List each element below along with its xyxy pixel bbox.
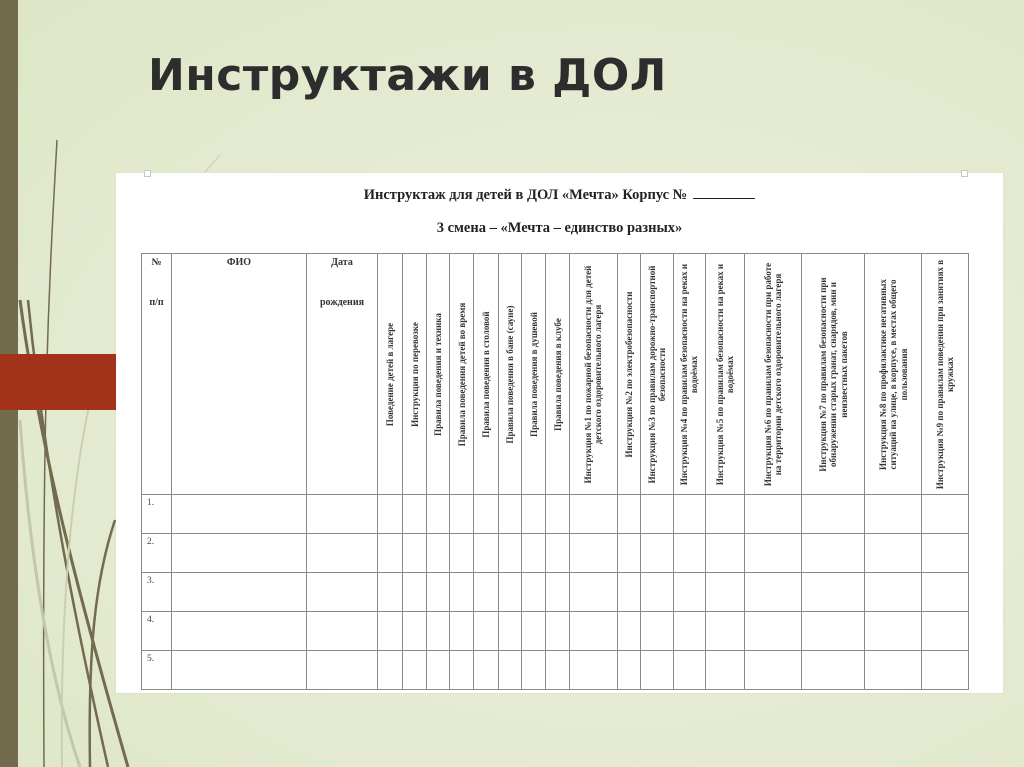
table-cell[interactable] (522, 573, 546, 612)
column-header-label: Инструкция №2 по электробезопасности (624, 291, 634, 458)
column-header-label: Правила поведения в столовой (481, 311, 491, 438)
table-cell[interactable] (745, 495, 802, 534)
column-header-label: Инструкция №6 по правилам безопасности при работе на территории детского оздоровительного лагеря (762, 262, 783, 487)
column-header-label: Инструкция №5 по правилам безопасности на реках и водоёмах (714, 263, 735, 486)
column-header (706, 254, 745, 495)
column-header (674, 254, 706, 495)
table-cell[interactable] (865, 534, 922, 573)
corpus-blank-line (693, 186, 755, 199)
column-header-label: Инструкция №3 по правилам дорожно-транспортной безопасности (646, 265, 667, 484)
table-cell[interactable] (427, 534, 450, 573)
table-cell[interactable] (674, 573, 706, 612)
table-cell[interactable] (802, 612, 865, 651)
column-header (641, 254, 674, 495)
column-header-label: Дата (331, 257, 353, 268)
slide-title: Инструктажи в ДОЛ (148, 50, 667, 101)
table-cell[interactable] (802, 651, 865, 690)
column-header-label: Правила поведения в душевой (528, 312, 539, 437)
table-cell[interactable] (641, 573, 674, 612)
table-cell[interactable] (674, 495, 706, 534)
column-header (618, 254, 641, 495)
column-header-label: Правила поведения в клубе (552, 318, 563, 431)
column-header (865, 254, 922, 495)
column-header-label: Инструкция по перевозке (409, 322, 420, 427)
column-header (546, 254, 570, 495)
column-header-label: Правила поведения в бане (сауне) (505, 305, 515, 444)
column-header (522, 254, 546, 495)
column-header (570, 254, 618, 495)
resize-handle[interactable] (961, 170, 968, 177)
table-cell[interactable] (618, 612, 641, 651)
table-cell[interactable] (378, 495, 403, 534)
column-header (307, 254, 378, 495)
table-cell[interactable] (499, 495, 522, 534)
table-cell[interactable] (745, 612, 802, 651)
column-header-label: Правила поведения детей во время (456, 302, 467, 447)
table-row (142, 534, 969, 573)
table-cell[interactable] (522, 612, 546, 651)
table-cell[interactable] (745, 651, 802, 690)
row-number: 4. (142, 612, 172, 651)
document-image (116, 173, 1003, 693)
table-cell[interactable] (618, 495, 641, 534)
table-cell[interactable] (865, 495, 922, 534)
column-header-label: Инструкция №9 по правилам поведения при занятиях в кружках (934, 259, 955, 490)
table-cell[interactable] (546, 534, 570, 573)
table-cell[interactable] (427, 612, 450, 651)
table-cell[interactable] (641, 612, 674, 651)
column-header (403, 254, 427, 495)
column-header (922, 254, 969, 495)
table-cell[interactable] (802, 495, 865, 534)
table-cell[interactable] (706, 495, 745, 534)
column-header (745, 254, 802, 495)
table-cell[interactable] (618, 651, 641, 690)
table-row (142, 573, 969, 612)
column-header-label: Инструкция №8 по профилактике негативных ситуаций на улице, в корпусе, в местах общего пользования (877, 279, 909, 470)
column-header (474, 254, 499, 495)
column-header (499, 254, 522, 495)
table-cell[interactable] (674, 612, 706, 651)
column-header (450, 254, 474, 495)
table-cell[interactable] (403, 573, 427, 612)
table-cell[interactable] (307, 612, 378, 651)
table-cell[interactable] (403, 612, 427, 651)
row-number: 5. (142, 651, 172, 690)
table-cell[interactable] (570, 573, 618, 612)
table-cell[interactable] (378, 612, 403, 651)
table-cell[interactable] (499, 651, 522, 690)
table-cell[interactable] (522, 534, 546, 573)
table-cell[interactable] (641, 495, 674, 534)
table-cell[interactable] (570, 612, 618, 651)
table-cell[interactable] (450, 612, 474, 651)
table-cell[interactable] (474, 573, 499, 612)
table-cell[interactable] (474, 612, 499, 651)
table-cell[interactable] (307, 573, 378, 612)
table-cell[interactable] (922, 495, 969, 534)
table-cell[interactable] (546, 495, 570, 534)
row-number: 3. (142, 573, 172, 612)
column-header-label-line2: рождения (320, 296, 364, 308)
table-cell[interactable] (570, 534, 618, 573)
table-cell[interactable] (450, 534, 474, 573)
table-cell[interactable] (546, 651, 570, 690)
column-header-label-line2: п/п (149, 296, 164, 308)
table-cell[interactable] (546, 612, 570, 651)
column-header (802, 254, 865, 495)
table-cell[interactable] (922, 651, 969, 690)
table-cell[interactable] (403, 495, 427, 534)
table-cell[interactable] (474, 534, 499, 573)
table-cell[interactable] (172, 573, 307, 612)
table-cell[interactable] (474, 651, 499, 690)
table-cell[interactable] (522, 651, 546, 690)
table-cell[interactable] (706, 573, 745, 612)
resize-handle[interactable] (144, 170, 151, 177)
column-header-label: Правила поведения и техника (433, 313, 443, 436)
table-cell[interactable] (172, 495, 307, 534)
table-cell[interactable] (674, 534, 706, 573)
table-cell[interactable] (706, 651, 745, 690)
accent-block (0, 354, 116, 410)
table-cell[interactable] (378, 651, 403, 690)
table-cell[interactable] (922, 612, 969, 651)
table-cell[interactable] (706, 612, 745, 651)
table-cell[interactable] (307, 534, 378, 573)
table-cell[interactable] (427, 495, 450, 534)
table-cell[interactable] (450, 573, 474, 612)
table-cell[interactable] (172, 651, 307, 690)
table-cell[interactable] (427, 651, 450, 690)
table-cell[interactable] (307, 495, 378, 534)
table-cell[interactable] (474, 495, 499, 534)
table-cell[interactable] (706, 534, 745, 573)
column-header-label: № (151, 257, 162, 268)
table-cell[interactable] (922, 573, 969, 612)
table-cell[interactable] (570, 651, 618, 690)
row-number: 1. (142, 495, 172, 534)
table-cell[interactable] (427, 573, 450, 612)
table-cell[interactable] (307, 651, 378, 690)
document-subheading: 3 смена – «Мечта – единство разных» (436, 220, 683, 236)
table-cell[interactable] (172, 612, 307, 651)
table-cell[interactable] (865, 651, 922, 690)
column-header (142, 254, 172, 495)
table-cell[interactable] (403, 651, 427, 690)
table-cell[interactable] (450, 651, 474, 690)
column-header-label: Инструкция №1 по пожарной безопасности для детей детского оздоровительного лагеря (583, 265, 604, 484)
column-header-label: Инструкция №4 по правилам безопасности на реках и водоёмах (679, 263, 700, 486)
document-heading: Инструктаж для детей в ДОЛ «Мечта» Корпус № (116, 186, 1003, 204)
table-cell[interactable] (618, 534, 641, 573)
table-cell[interactable] (865, 573, 922, 612)
row-number: 2. (142, 534, 172, 573)
table-cell[interactable] (641, 651, 674, 690)
table-cell[interactable] (745, 534, 802, 573)
table-cell[interactable] (450, 495, 474, 534)
table-cell[interactable] (546, 573, 570, 612)
table-cell[interactable] (922, 534, 969, 573)
table-cell[interactable] (674, 651, 706, 690)
table-cell[interactable] (641, 534, 674, 573)
table-cell[interactable] (378, 573, 403, 612)
table-cell[interactable] (865, 612, 922, 651)
column-header (172, 254, 307, 495)
instruction-table (141, 253, 969, 690)
column-header-label: Инструкция №7 по правилам безопасности при обнаружении старых гранат, снарядов, мин и неизвестных пакетов (817, 277, 849, 472)
table-cell[interactable] (378, 534, 403, 573)
table-header-row (142, 254, 969, 495)
table-cell[interactable] (745, 573, 802, 612)
column-header (427, 254, 450, 495)
table-cell[interactable] (172, 534, 307, 573)
column-header-label: Поведение детей в лагере (385, 322, 395, 427)
table-cell[interactable] (499, 612, 522, 651)
table-cell[interactable] (570, 495, 618, 534)
table-cell[interactable] (499, 573, 522, 612)
table-cell[interactable] (802, 573, 865, 612)
table-row (142, 651, 969, 690)
column-header (378, 254, 403, 495)
table-cell[interactable] (403, 534, 427, 573)
table-cell[interactable] (618, 573, 641, 612)
table-cell[interactable] (522, 495, 546, 534)
table-cell[interactable] (802, 534, 865, 573)
table-row (142, 612, 969, 651)
column-header-label: ФИО (226, 257, 252, 268)
table-row (142, 495, 969, 534)
table-cell[interactable] (499, 534, 522, 573)
